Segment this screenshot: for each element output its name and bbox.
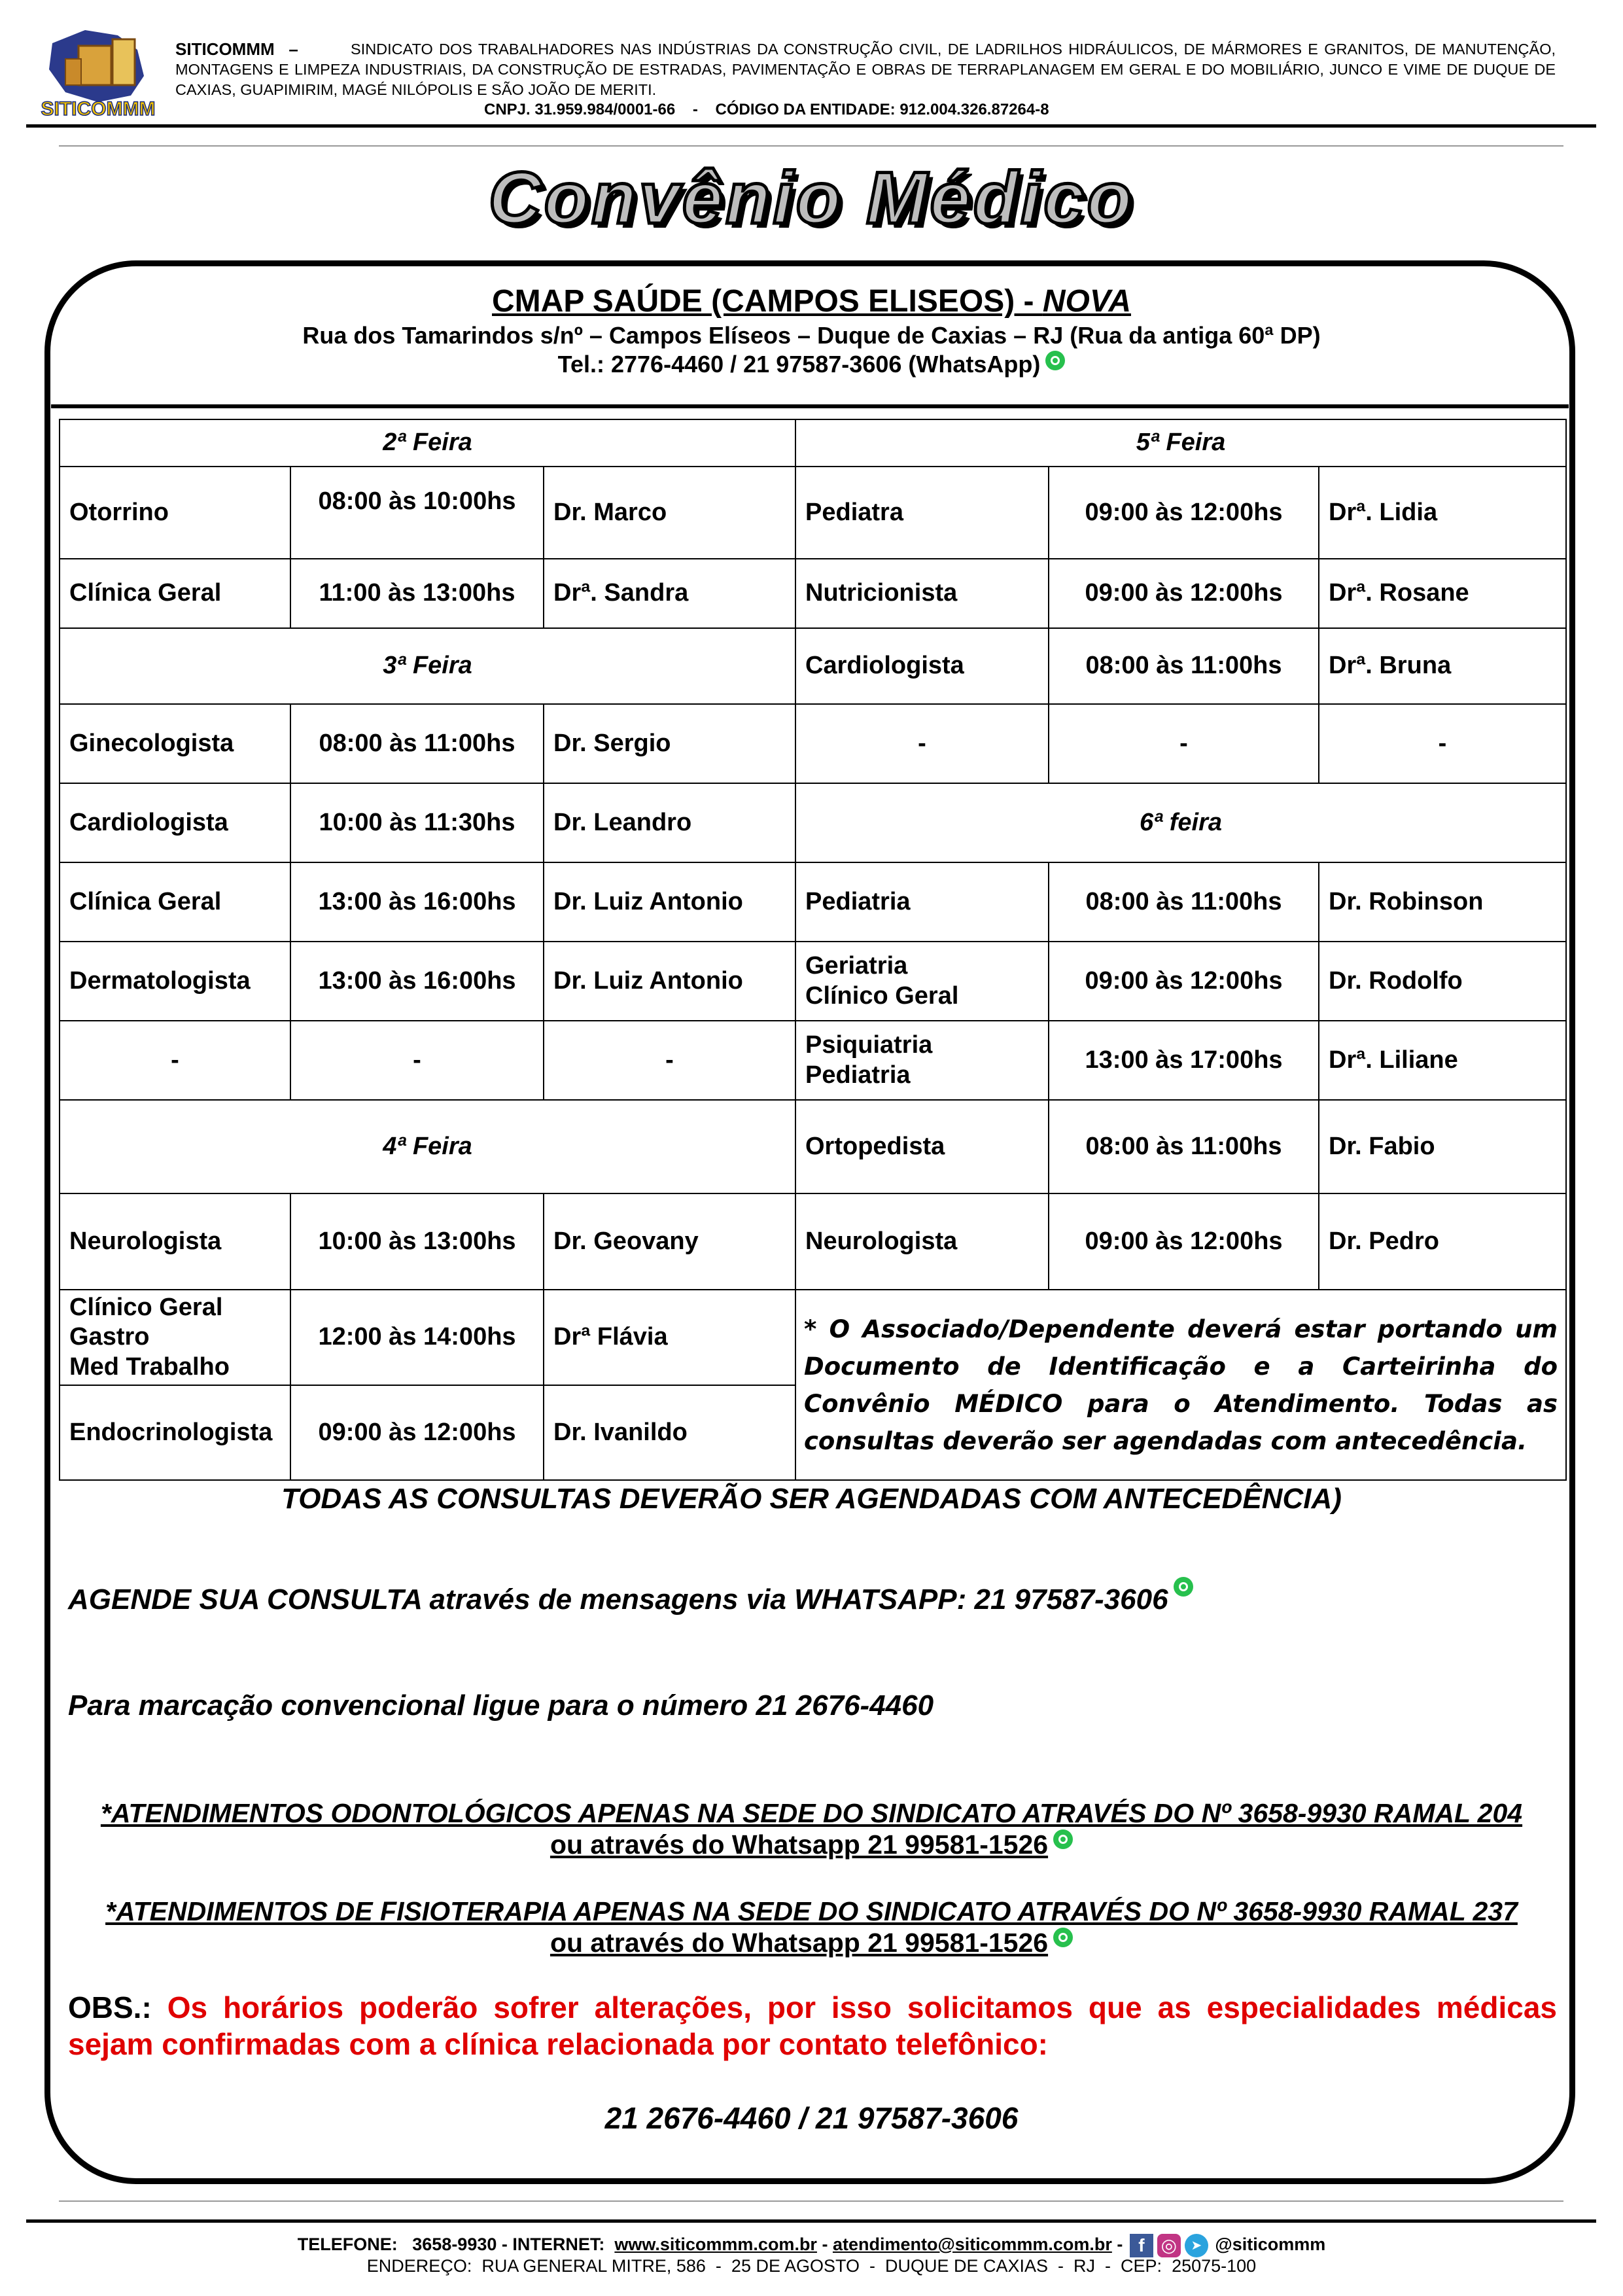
union-name: SITICOMMM –: [175, 39, 298, 59]
website-link[interactable]: www.siticommm.com.br: [614, 2234, 817, 2255]
specialty-cell: -: [60, 1021, 290, 1100]
specialty-cell: Clínico Geral Gastro Med Trabalho: [60, 1290, 290, 1385]
day-header-monday: 2ª Feira: [60, 419, 795, 467]
obs-label: OBS.:: [68, 1990, 167, 2024]
time-cell: 08:00 às 11:00hs: [1049, 1100, 1319, 1193]
social-handle: @siticommm: [1215, 2234, 1326, 2255]
doctor-cell: Dr. Pedro: [1319, 1193, 1566, 1290]
observation: [68, 1989, 1557, 2062]
doctor-cell: -: [544, 1021, 795, 1100]
doctor-cell: Dr. Luiz Antonio: [544, 942, 795, 1021]
time-cell: 13:00 às 16:00hs: [290, 942, 544, 1021]
obs-text: Os horários poderão sofrer alterações, por isso solicitamos que as especialidades médicas sejam confirmadas com a clínica relacionada por contato telefônico:: [68, 1990, 1558, 2061]
specialty-cell: Clínica Geral: [60, 862, 290, 942]
siticommm-logo: [39, 24, 157, 122]
doctor-cell: Dr. Fabio: [1319, 1100, 1566, 1193]
specialty-cell: Endocrinologista: [60, 1385, 290, 1480]
doctor-cell: Dr. Leandro: [544, 783, 795, 862]
conventional-booking-line: Para marcação convencional ligue para o número 21 2676-4460: [68, 1689, 934, 1722]
union-description: SINDICATO DOS TRABALHADORES NAS INDÚSTRIAS DA CONSTRUÇÃO CIVIL, DE LADRILHOS HIDRÁULICOS, DE MÁRMORES E GRANITOS, DE MANUTENÇÃO, MONTAGENS E LIMPEZA INDUSTRIAIS, DA CONSTRUÇÃO DE ESTRADAS, PAVIMENTAÇÃO E OBRAS DE TERRAPLANAGEM EM GERAL E DO MOBILIÁRIO, JUNCO E VIME DE DUQUE DE CAXIAS, GUAPIMIRIM, MAGÉ NILÓPOLIS E SÃO JOÃO DE MERITI.: [175, 41, 1556, 98]
time-cell: 12:00 às 14:00hs: [290, 1290, 544, 1385]
doctor-cell: -: [1319, 704, 1566, 783]
doctor-cell: Drª. Sandra: [544, 559, 795, 628]
specialty-cell: Nutricionista: [795, 559, 1049, 628]
physio-notice: *ATENDIMENTOS DE FISIOTERAPIA APENAS NA SEDE DO SINDICATO ATRAVÉS DO Nº 3658-9930 RAMAL 237: [105, 1896, 1518, 1926]
time-cell: 09:00 às 12:00hs: [290, 1385, 544, 1480]
facebook-icon[interactable]: f: [1130, 2234, 1153, 2257]
physio-whatsapp: ou através do Whatsapp 21 99581-1526: [0, 1928, 1623, 1958]
time-cell: 08:00 às 11:00hs: [1049, 862, 1319, 942]
time-cell: 13:00 às 17:00hs: [1049, 1021, 1319, 1100]
doctor-cell: Dr. Geovany: [544, 1193, 795, 1290]
contact-phones: 21 2676-4460 / 21 97587-3606: [604, 2101, 1019, 2135]
footer-contacts: TELEFONE: 3658-9930 - INTERNET: www.siticommm.com.br - atendimento@siticommm.com.br - f ◎ ➤ @siticommm: [0, 2234, 1623, 2257]
specialty-cell: -: [795, 704, 1049, 783]
time-cell: -: [290, 1021, 544, 1100]
doctor-cell: Dr. Marco: [544, 467, 795, 559]
time-cell: 08:00 às 11:00hs: [290, 704, 544, 783]
whatsapp-icon: [1053, 1829, 1073, 1849]
dental-whatsapp: ou através do Whatsapp 21 99581-1526: [0, 1829, 1623, 1860]
clinic-name: CMAP SAÚDE (CAMPOS ELISEOS) - NOVA: [492, 284, 1131, 319]
footer-thin-rule: [59, 2200, 1563, 2202]
time-cell: 11:00 às 13:00hs: [290, 559, 544, 628]
specialty-cell: Cardiologista: [795, 628, 1049, 704]
day-header-tuesday: 3ª Feira: [60, 628, 795, 704]
time-cell: 09:00 às 12:00hs: [1049, 467, 1319, 559]
whatsapp-icon: [1053, 1928, 1073, 1947]
doctor-cell: Drª. Rosane: [1319, 559, 1566, 628]
time-cell: 10:00 às 13:00hs: [290, 1193, 544, 1290]
specialty-cell: Cardiologista: [60, 783, 290, 862]
specialty-cell: Pediatria: [795, 862, 1049, 942]
specialty-cell: Dermatologista: [60, 942, 290, 1021]
doctor-cell: Dr. Sergio: [544, 704, 795, 783]
specialty-cell: Psiquiatria Pediatria: [795, 1021, 1049, 1100]
telegram-icon[interactable]: ➤: [1185, 2234, 1208, 2257]
doctor-cell: Dr. Luiz Antonio: [544, 862, 795, 942]
page-title: Convênio Médico: [488, 157, 1135, 239]
time-cell: 09:00 às 12:00hs: [1049, 559, 1319, 628]
specialty-cell: Ortopedista: [795, 1100, 1049, 1193]
time-cell: 08:00 às 10:00hs: [290, 467, 544, 559]
new-tag: NOVA: [1042, 284, 1131, 319]
doctor-cell: Drª. Liliane: [1319, 1021, 1566, 1100]
clinic-rule: [51, 404, 1569, 408]
specialty-cell: Neurologista: [795, 1193, 1049, 1290]
specialty-cell: Otorrino: [60, 467, 290, 559]
time-cell: 09:00 às 12:00hs: [1049, 942, 1319, 1021]
clinic-phone: Tel.: 2776-4460 / 21 97587-3606 (WhatsApp): [0, 351, 1623, 378]
doctor-cell: Drª Flávia: [544, 1290, 795, 1385]
logo-text: SITICOMMM: [41, 98, 156, 120]
doctor-cell: Dr. Ivanildo: [544, 1385, 795, 1480]
time-cell: 08:00 às 11:00hs: [1049, 628, 1319, 704]
day-header-friday: 6ª feira: [795, 783, 1566, 862]
instagram-icon[interactable]: ◎: [1157, 2234, 1181, 2257]
specialty-cell: Geriatria Clínico Geral: [795, 942, 1049, 1021]
specialty-cell: Neurologista: [60, 1193, 290, 1290]
union-ids: CNPJ. 31.959.984/0001-66 - CÓDIGO DA ENTIDADE: 912.004.326.87264-8: [484, 101, 1049, 118]
whatsapp-booking-line: AGENDE SUA CONSULTA através de mensagens via WHATSAPP: 21 97587-3606: [68, 1583, 1573, 1616]
time-cell: 09:00 às 12:00hs: [1049, 1193, 1319, 1290]
doctor-cell: Drª. Lidia: [1319, 467, 1566, 559]
time-cell: 10:00 às 11:30hs: [290, 783, 544, 862]
whatsapp-icon: [1045, 351, 1065, 370]
doctor-cell: Dr. Robinson: [1319, 862, 1566, 942]
doctor-cell: Drª. Bruna: [1319, 628, 1566, 704]
schedule-table: [59, 419, 1567, 1481]
time-cell: 13:00 às 16:00hs: [290, 862, 544, 942]
specialty-cell: Pediatra: [795, 467, 1049, 559]
footer-address: ENDEREÇO: RUA GENERAL MITRE, 586 - 25 DE AGOSTO - DUQUE DE CAXIAS - RJ - CEP: 25075-100: [366, 2256, 1257, 2276]
email-link[interactable]: atendimento@siticommm.com.br: [832, 2234, 1112, 2255]
header-thin-rule: [59, 145, 1563, 147]
advance-booking-notice: TODAS AS CONSULTAS DEVERÃO SER AGENDADAS COM ANTECEDÊNCIA): [281, 1483, 1342, 1515]
specialty-cell: Clínica Geral: [60, 559, 290, 628]
specialty-cell: Ginecologista: [60, 704, 290, 783]
whatsapp-icon: [1174, 1577, 1193, 1597]
clinic-address: Rua dos Tamarindos s/nº – Campos Elíseos – Duque de Caxias – RJ (Rua da antiga 60ª DP): [302, 322, 1321, 349]
header-rule: [26, 124, 1596, 128]
time-cell: -: [1049, 704, 1319, 783]
dental-notice: *ATENDIMENTOS ODONTOLÓGICOS APENAS NA SEDE DO SINDICATO ATRAVÉS DO Nº 3658-9930 RAMAL 204: [100, 1798, 1523, 1828]
day-header-thursday: 5ª Feira: [795, 419, 1566, 467]
footer-rule: [26, 2219, 1596, 2223]
day-header-wednesday: 4ª Feira: [60, 1100, 795, 1193]
doctor-cell: Dr. Rodolfo: [1319, 942, 1566, 1021]
associate-note: * O Associado/Dependente deverá estar portando um Documento de Identificação e a Carteirinha do Convênio MÉDICO para o Atendimento. Todas as consultas deverão ser agendadas com antecedência.: [795, 1290, 1566, 1480]
